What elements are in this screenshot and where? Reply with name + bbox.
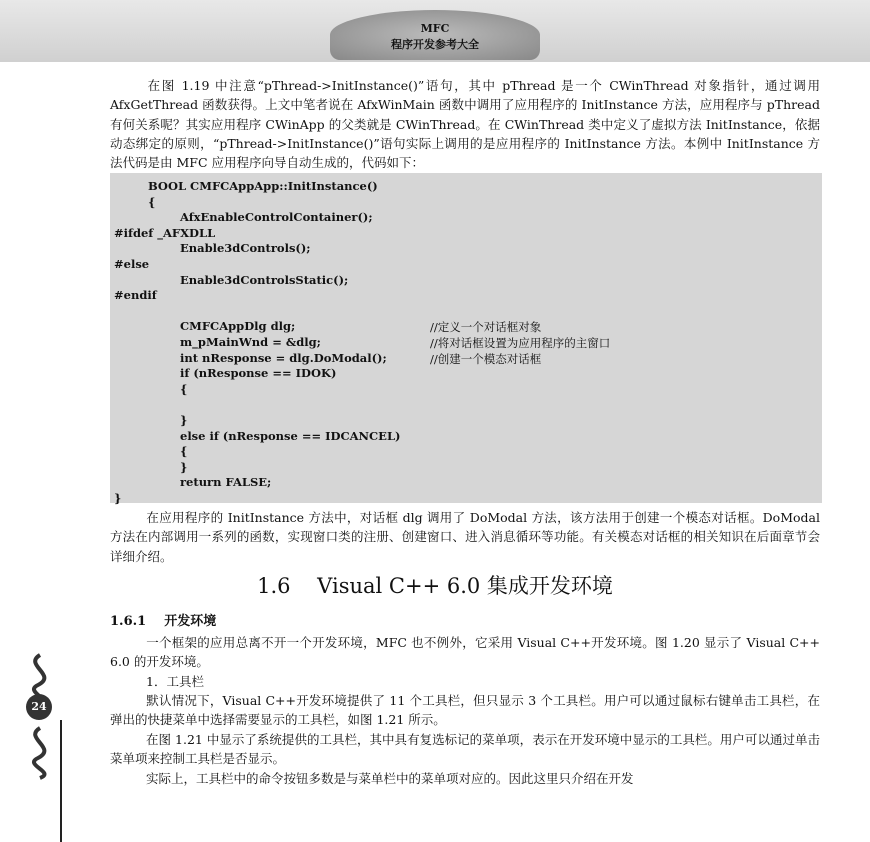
code-line: }: [114, 491, 122, 505]
code-line: {: [180, 381, 188, 396]
margin-rule: [60, 720, 62, 842]
paragraph-5-text: 在图 1.21 中显示了系统提供的工具栏，其中具有复选标记的菜单项，表示在开发环境中显示的工具栏。用户可以通过单击菜单项来控制工具栏是否显示。: [110, 732, 820, 767]
code-line: BOOL CMFCAppApp::InitInstance(): [148, 179, 378, 193]
code-line: }: [180, 413, 188, 427]
paragraph-6-text: 实际上，工具栏中的命令按钮多数是与菜单栏中的菜单项对应的。因此这里只介绍在开发: [146, 771, 634, 786]
code-line: #ifdef _AFXDLL: [114, 225, 216, 240]
code-line: #endif: [114, 288, 157, 303]
paragraph-4: [110, 691, 820, 730]
paragraph-1-text: 在图 1.19 中注意“pThread->InitInstance()”语句，其中 pThread 是一个 CWinThread 对象指针，通过调用 AfxGetThread 函数获得。上文中笔者说在 AfxWinMain 函数中调用了应用程序的 InitInstance 方法，应用程序与 pThread 有何关系呢？其实应用程序 CWinApp 的父类就是 CWinThread。在 CWinThread 类中定义了虚拟方法 InitInstance，依据动态绑定的原则，“pThread->InitInstance()”语句实际上调用的是应用程序的 InitInstance 方法。本例中 InitInstance 方法代码是由 MFC 应用程序向导自动生成的，代码如下：: [110, 78, 820, 171]
list-item-1: [110, 672, 820, 691]
code-comment: //创建一个模态对话框: [430, 351, 542, 366]
paragraph-5: [110, 730, 820, 769]
code-line: m_pMainWnd = &dlg;: [180, 335, 321, 349]
page-number: 24: [26, 694, 52, 720]
code-line: #else: [114, 257, 150, 271]
header-line2: 程序开发参考大全: [391, 38, 479, 51]
paragraph-2-text: 在应用程序的 InitInstance 方法中，对话框 dlg 调用了 DoModal 方法，该方法用于创建一个模态对话框。DoModal 方法在内部调用一系列的函数，实现窗口类的注册、创建窗口、进入消息循环等功能。有关模态对话框的相关知识在后面章节会详细介绍。: [110, 510, 820, 564]
code-line: Enable3dControlsStatic();: [180, 272, 349, 287]
list-item-1-text: 1．工具栏: [146, 674, 204, 689]
code-line: return FALSE;: [180, 475, 272, 490]
paragraph-3-text: 一个框架的应用总离不开一个开发环境，MFC 也不例外，它采用 Visual C++开发环境。图 1.20 显示了 Visual C++ 6.0 的开发环境。: [110, 635, 820, 670]
paragraph-4-text: 默认情况下，Visual C++开发环境提供了 11 个工具栏，但只显示 3 个工具栏。用户可以通过鼠标右键单击工具栏，在弹出的快捷菜单中选择需要显示的工具栏，如图 1.21 所示。: [110, 693, 820, 728]
code-line: {: [148, 194, 156, 209]
paragraph-2: [110, 508, 820, 566]
code-line: }: [180, 459, 188, 474]
code-block: [110, 173, 822, 503]
paragraph-6: [110, 769, 820, 788]
code-line: Enable3dControls();: [180, 241, 311, 256]
header-banner: [330, 10, 540, 60]
code-comment: //将对话框设置为应用程序的主窗口: [430, 336, 611, 350]
code-line: {: [180, 444, 188, 459]
code-comment: //定义一个对话框对象: [430, 320, 542, 335]
code-line: int nResponse = dlg.DoModal();: [180, 350, 387, 365]
section-title: 1.6 Visual C++ 6.0 集成开发环境: [257, 574, 613, 598]
paragraph-1: [110, 76, 820, 172]
code-line: CMFCAppDlg dlg;: [180, 319, 296, 334]
code-line: if (nResponse == IDOK): [180, 366, 337, 381]
page-header: [0, 0, 870, 62]
subsection-title: 1.6.1 开发环境: [110, 614, 217, 629]
paragraph-3: [110, 633, 820, 672]
header-line1: MFC: [420, 22, 450, 35]
code-line: AfxEnableControlContainer();: [180, 210, 373, 225]
code-line: else if (nResponse == IDCANCEL): [180, 428, 401, 443]
